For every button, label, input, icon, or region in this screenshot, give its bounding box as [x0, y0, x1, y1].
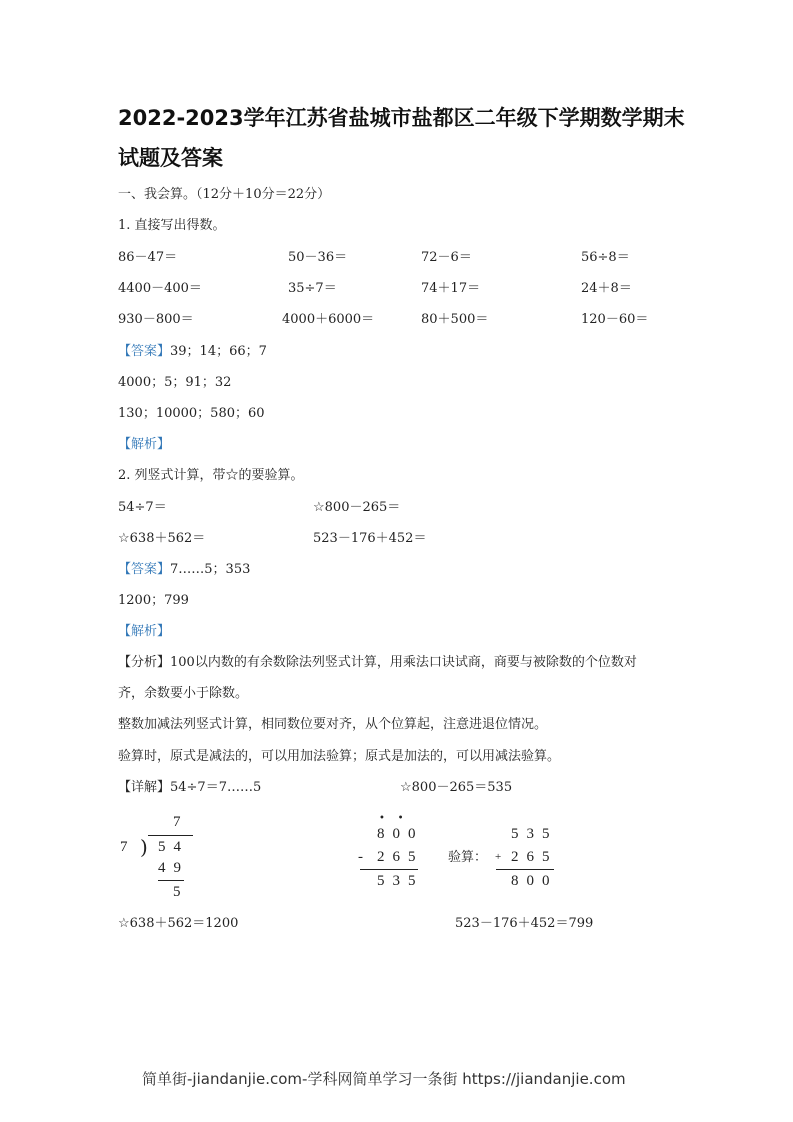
division-line — [148, 835, 193, 836]
q2-item: 54÷7＝ — [118, 500, 167, 515]
check-top: 535 — [511, 826, 558, 842]
analysis-text: 齐，余数要小于除数。 — [118, 686, 249, 701]
result-line: ☆638＋562＝1200 — [118, 916, 239, 931]
q2-answer-line-2: 1200；799 — [118, 593, 189, 608]
q1-item: 72－6＝ — [421, 250, 472, 265]
footer-watermark: 简单街-jiandanjie.com-学科网简单学习一条街 https://jiandanjie.com — [142, 1070, 626, 1088]
q1-item: 24＋8＝ — [581, 281, 632, 296]
title-line-1: 2022-2023学年江苏省盐城市盐都区二年级下学期数学期末 — [118, 106, 685, 130]
q1-item: 86－47＝ — [118, 250, 178, 265]
division-product: 49 — [158, 860, 189, 876]
q1-answer-line-2: 4000；5；91；32 — [118, 375, 232, 390]
check-add: 265 — [511, 849, 558, 865]
q1-prompt: 1. 直接写出得数。 — [118, 218, 226, 233]
subtraction-result: 535 — [377, 873, 424, 889]
subtraction-line — [360, 869, 418, 870]
q1-item: 120－60＝ — [581, 312, 649, 327]
subtraction-sub: 265 — [377, 849, 424, 865]
section-heading: 一、我会算。（12分＋10分＝22分） — [118, 187, 331, 202]
minus-sign: - — [358, 849, 363, 865]
detail-line: 【详解】54÷7＝7……5 — [118, 780, 262, 795]
division-line — [158, 880, 184, 881]
analysis-tag: 【解析】 — [118, 624, 171, 639]
q2-prompt: 2. 列竖式计算，带☆的要验算。 — [118, 468, 304, 483]
q1-item: 4000＋6000＝ — [282, 312, 375, 327]
q2-item: ☆638＋562＝ — [118, 531, 206, 546]
q1-item: 56÷8＝ — [581, 250, 630, 265]
division-dividend: 54 — [158, 839, 189, 855]
plus-sign: + — [495, 851, 502, 863]
q2-item: 523－176＋452＝ — [313, 531, 427, 546]
analysis-text: 验算时，原式是减法的，可以用加法验算；原式是加法的，可以用减法验算。 — [118, 749, 561, 764]
check-line — [496, 869, 554, 870]
subtraction-top: 800 — [377, 826, 424, 842]
division-bracket: ) — [140, 835, 148, 859]
analysis-tag: 【解析】 — [118, 437, 171, 452]
result-line-b: 523－176＋452＝799 — [455, 916, 594, 931]
q1-answer-line-3: 130；10000；580；60 — [118, 406, 265, 421]
q1-item: 4400－400＝ — [118, 281, 202, 296]
analysis-text: 整数加减法列竖式计算，相同数位要对齐，从个位算起，注意进退位情况。 — [118, 717, 548, 732]
q2-item: ☆800－265＝ — [313, 500, 401, 515]
q1-item: 35÷7＝ — [288, 281, 337, 296]
q1-item: 74＋17＝ — [421, 281, 481, 296]
division-remainder: 5 — [173, 884, 189, 900]
check-label: 验算： — [448, 850, 488, 865]
q1-item: 930－800＝ — [118, 312, 194, 327]
q2-answer-line: 【答案】7……5；353 — [118, 562, 251, 577]
check-result: 800 — [511, 873, 558, 889]
division-quotient: 7 — [173, 814, 189, 830]
q1-item: 80＋500＝ — [421, 312, 489, 327]
detail-line-b: ☆800－265＝535 — [400, 780, 513, 795]
division-divisor: 7 — [120, 839, 128, 855]
borrow-dots: • • — [379, 813, 404, 824]
answer-tag: 【答案】 — [118, 344, 171, 359]
title-line-2: 试题及答案 — [118, 146, 223, 170]
analysis-text: 【分析】100以内数的有余数除法列竖式计算，用乘法口诀试商，商要与被除数的个位数对 — [118, 655, 637, 670]
q1-item: 50－36＝ — [288, 250, 348, 265]
q1-answer-line: 【答案】39；14；66；7 — [118, 344, 267, 359]
